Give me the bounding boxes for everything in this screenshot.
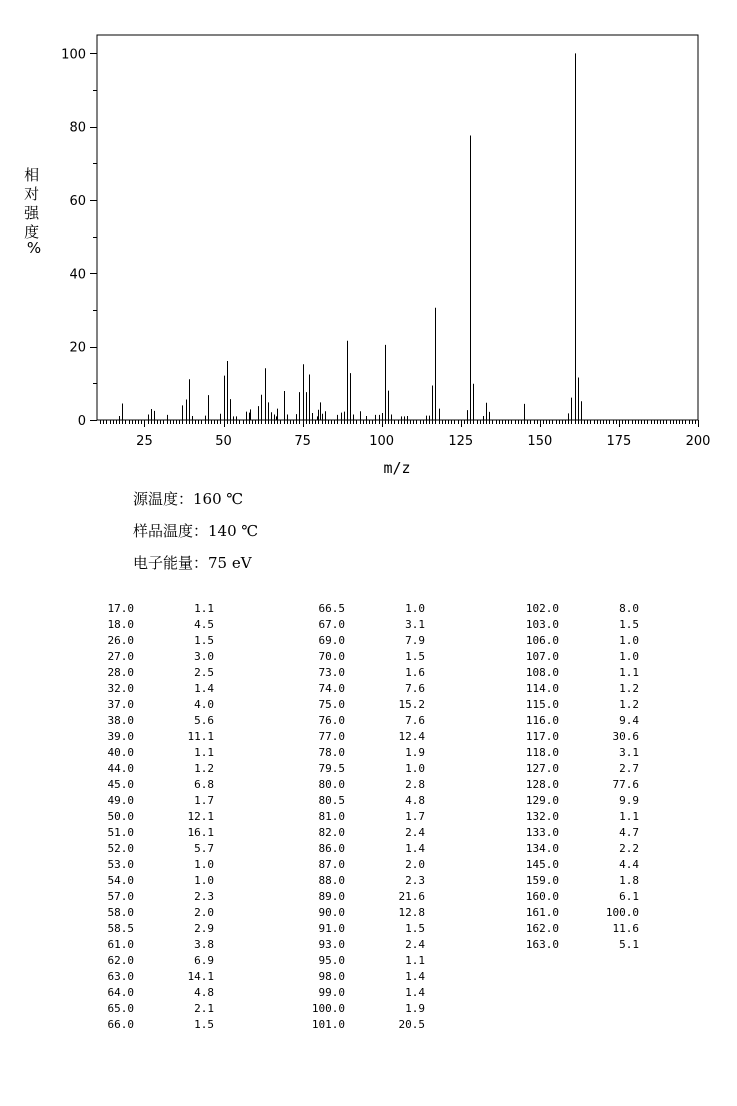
- peak-abundance: 1.9: [405, 746, 425, 759]
- peak-row: [95, 873, 225, 889]
- y-tick-label: 0: [77, 414, 86, 429]
- peak-row: [520, 889, 650, 905]
- x-tick-label: 50: [215, 434, 232, 449]
- peak-row: [306, 649, 436, 665]
- peak-row: [306, 761, 436, 777]
- peak-row: [520, 681, 650, 697]
- peak-mz: 62.0: [107, 954, 134, 967]
- peak-mz: 114.0: [525, 682, 559, 695]
- y-axis-label-char: %: [26, 239, 42, 257]
- peak-abundance: 1.0: [619, 650, 639, 663]
- peak-row: [520, 633, 650, 649]
- peak-mz: 67.0: [318, 618, 345, 631]
- spectrum-bars: [120, 53, 582, 420]
- peak-row: [95, 937, 225, 953]
- peak-mz: 82.0: [318, 826, 345, 839]
- peak-abundance: 5.7: [194, 842, 214, 855]
- peak-table-column-3: [520, 601, 650, 953]
- peak-row: [520, 793, 650, 809]
- peak-mz: 91.0: [318, 922, 345, 935]
- x-tick-label: 175: [606, 434, 632, 449]
- peak-mz: 79.5: [318, 762, 345, 775]
- peak-row: [306, 889, 436, 905]
- peak-row: [95, 841, 225, 857]
- peak-row: [95, 745, 225, 761]
- peak-abundance: 14.1: [187, 970, 214, 983]
- peak-row: [95, 857, 225, 873]
- peak-mz: 108.0: [525, 666, 559, 679]
- y-axis-label-char: 度: [24, 223, 40, 241]
- peak-mz: 80.0: [318, 778, 345, 791]
- peak-abundance: 1.2: [619, 682, 639, 695]
- peak-abundance: 1.7: [405, 810, 425, 823]
- peak-row: [520, 601, 650, 617]
- peak-row: [95, 1017, 225, 1033]
- peak-abundance: 2.5: [194, 666, 214, 679]
- peak-abundance: 1.5: [405, 650, 425, 663]
- peak-row: [95, 665, 225, 681]
- sample-temperature: 样品温度：140 ℃: [133, 522, 259, 540]
- peak-mz: 74.0: [318, 682, 345, 695]
- peak-row: [306, 601, 436, 617]
- peak-row: [306, 729, 436, 745]
- peak-mz: 89.0: [318, 890, 345, 903]
- peak-row: [306, 633, 436, 649]
- peak-abundance: 6.1: [619, 890, 639, 903]
- peak-mz: 61.0: [107, 938, 134, 951]
- peak-row: [95, 617, 225, 633]
- peak-abundance: 1.1: [619, 666, 639, 679]
- peak-mz: 50.0: [107, 810, 134, 823]
- peak-mz: 160.0: [525, 890, 559, 903]
- peak-row: [520, 761, 650, 777]
- peak-mz: 81.0: [318, 810, 345, 823]
- peak-mz: 37.0: [107, 698, 134, 711]
- peak-abundance: 1.4: [405, 842, 425, 855]
- peak-abundance: 12.1: [187, 810, 214, 823]
- peak-row: [306, 777, 436, 793]
- peak-row: [306, 905, 436, 921]
- peak-abundance: 3.8: [194, 938, 214, 951]
- peak-abundance: 6.8: [194, 778, 214, 791]
- peak-abundance: 12.4: [398, 730, 425, 743]
- peak-abundance: 5.1: [619, 938, 639, 951]
- peak-mz: 57.0: [107, 890, 134, 903]
- peak-abundance: 1.0: [194, 874, 214, 887]
- x-axis-label: m/z: [383, 459, 411, 477]
- peak-mz: 64.0: [107, 986, 134, 999]
- peak-mz: 101.0: [311, 1018, 345, 1031]
- y-axis-label: [24, 166, 44, 257]
- peak-abundance: 2.9: [194, 922, 214, 935]
- peak-abundance: 2.7: [619, 762, 639, 775]
- x-tick-label: 100: [369, 434, 395, 449]
- plot-frame: [97, 35, 698, 420]
- peak-abundance: 4.8: [194, 986, 214, 999]
- peak-mz: 44.0: [107, 762, 134, 775]
- x-tick-label: 75: [294, 434, 311, 449]
- peak-abundance: 2.4: [405, 938, 425, 951]
- peak-abundance: 9.9: [619, 794, 639, 807]
- peak-abundance: 30.6: [612, 730, 639, 743]
- peak-abundance: 7.6: [405, 682, 425, 695]
- peak-mz: 117.0: [525, 730, 559, 743]
- peak-abundance: 1.8: [619, 874, 639, 887]
- peak-row: [520, 809, 650, 825]
- peak-mz: 66.5: [318, 602, 345, 615]
- peak-mz: 128.0: [525, 778, 559, 791]
- peak-row: [520, 905, 650, 921]
- peak-abundance: 1.4: [405, 986, 425, 999]
- x-tick-label: 125: [448, 434, 474, 449]
- peak-table-column-1: [95, 601, 225, 1033]
- peak-mz: 95.0: [318, 954, 345, 967]
- peak-mz: 18.0: [107, 618, 134, 631]
- peak-abundance: 1.5: [194, 1018, 214, 1031]
- peak-mz: 58.0: [107, 906, 134, 919]
- peak-row: [520, 841, 650, 857]
- peak-abundance: 3.0: [194, 650, 214, 663]
- peak-mz: 76.0: [318, 714, 345, 727]
- peak-abundance: 2.0: [194, 906, 214, 919]
- peak-row: [520, 713, 650, 729]
- peak-row: [306, 1017, 436, 1033]
- peak-row: [306, 921, 436, 937]
- peak-mz: 129.0: [525, 794, 559, 807]
- x-tick-label: 150: [527, 434, 553, 449]
- peak-mz: 86.0: [318, 842, 345, 855]
- peak-abundance: 12.8: [398, 906, 425, 919]
- peak-mz: 145.0: [525, 858, 559, 871]
- peak-mz: 100.0: [311, 1002, 345, 1015]
- peak-abundance: 2.3: [405, 874, 425, 887]
- peak-abundance: 1.1: [194, 746, 214, 759]
- peak-row: [306, 713, 436, 729]
- peak-row: [95, 697, 225, 713]
- y-axis-label-char: 强: [24, 204, 40, 222]
- peak-mz: 161.0: [525, 906, 559, 919]
- peak-row: [520, 649, 650, 665]
- y-axis-label-char: 相: [24, 166, 40, 184]
- peak-mz: 106.0: [525, 634, 559, 647]
- peak-abundance: 4.7: [619, 826, 639, 839]
- peak-mz: 118.0: [525, 746, 559, 759]
- peak-mz: 133.0: [525, 826, 559, 839]
- peak-mz: 52.0: [107, 842, 134, 855]
- y-tick-label: 60: [69, 194, 86, 209]
- peak-abundance: 3.1: [619, 746, 639, 759]
- peak-row: [95, 729, 225, 745]
- peak-row: [95, 985, 225, 1001]
- x-tick-label: 25: [136, 434, 153, 449]
- peak-row: [95, 649, 225, 665]
- peak-mz: 54.0: [107, 874, 134, 887]
- peak-mz: 116.0: [525, 714, 559, 727]
- peak-mz: 28.0: [107, 666, 134, 679]
- peak-abundance: 1.0: [194, 858, 214, 871]
- mass-spectrum-chart: [0, 0, 737, 490]
- peak-mz: 40.0: [107, 746, 134, 759]
- peak-abundance: 6.9: [194, 954, 214, 967]
- peak-row: [306, 793, 436, 809]
- peak-row: [95, 601, 225, 617]
- peak-mz: 115.0: [525, 698, 559, 711]
- peak-row: [306, 665, 436, 681]
- peak-row: [520, 921, 650, 937]
- peak-abundance: 1.2: [194, 762, 214, 775]
- peak-row: [95, 681, 225, 697]
- y-axis: [61, 47, 97, 429]
- peak-mz: 58.5: [107, 922, 134, 935]
- peak-row: [520, 825, 650, 841]
- peak-abundance: 4.8: [405, 794, 425, 807]
- peak-mz: 26.0: [107, 634, 134, 647]
- peak-abundance: 9.4: [619, 714, 639, 727]
- peak-mz: 32.0: [107, 682, 134, 695]
- peak-row: [520, 857, 650, 873]
- peak-abundance: 77.6: [612, 778, 639, 791]
- peak-row: [95, 921, 225, 937]
- peak-row: [306, 953, 436, 969]
- peak-mz: 134.0: [525, 842, 559, 855]
- peak-abundance: 8.0: [619, 602, 639, 615]
- peak-mz: 88.0: [318, 874, 345, 887]
- peak-mz: 127.0: [525, 762, 559, 775]
- peak-row: [306, 617, 436, 633]
- y-axis-label-char: 对: [24, 185, 40, 203]
- peak-abundance: 1.5: [405, 922, 425, 935]
- peak-abundance: 15.2: [398, 698, 425, 711]
- peak-row: [520, 617, 650, 633]
- peak-row: [306, 681, 436, 697]
- peak-row: [306, 809, 436, 825]
- peak-row: [95, 713, 225, 729]
- peak-abundance: 2.2: [619, 842, 639, 855]
- peak-abundance: 1.4: [194, 682, 214, 695]
- peak-row: [306, 1001, 436, 1017]
- peak-abundance: 20.5: [398, 1018, 425, 1031]
- peak-mz: 73.0: [318, 666, 345, 679]
- peak-row: [95, 953, 225, 969]
- peak-row: [95, 889, 225, 905]
- peak-mz: 98.0: [318, 970, 345, 983]
- peak-mz: 77.0: [318, 730, 345, 743]
- peak-abundance: 21.6: [398, 890, 425, 903]
- peak-abundance: 1.7: [194, 794, 214, 807]
- y-tick-label: 40: [69, 267, 86, 283]
- peak-row: [306, 937, 436, 953]
- peak-row: [306, 985, 436, 1001]
- peak-abundance: 3.1: [405, 618, 425, 631]
- x-axis: [101, 420, 711, 449]
- peak-table-column-2: [306, 601, 436, 1033]
- peak-abundance: 2.1: [194, 1002, 214, 1015]
- peak-abundance: 5.6: [194, 714, 214, 727]
- peak-abundance: 4.0: [194, 698, 214, 711]
- peak-mz: 162.0: [525, 922, 559, 935]
- peak-mz: 51.0: [107, 826, 134, 839]
- peak-abundance: 11.1: [187, 730, 214, 743]
- peak-row: [520, 777, 650, 793]
- peak-abundance: 1.5: [194, 634, 214, 647]
- peak-row: [520, 745, 650, 761]
- peak-abundance: 1.1: [194, 602, 214, 615]
- peak-mz: 69.0: [318, 634, 345, 647]
- peak-abundance: 1.6: [405, 666, 425, 679]
- peak-row: [95, 777, 225, 793]
- peak-mz: 45.0: [107, 778, 134, 791]
- peak-abundance: 1.5: [619, 618, 639, 631]
- peak-row: [520, 873, 650, 889]
- peak-abundance: 2.0: [405, 858, 425, 871]
- peak-mz: 39.0: [107, 730, 134, 743]
- peak-mz: 99.0: [318, 986, 345, 999]
- peak-row: [95, 969, 225, 985]
- peak-mz: 93.0: [318, 938, 345, 951]
- peak-row: [95, 1001, 225, 1017]
- peak-abundance: 4.4: [619, 858, 639, 871]
- peak-abundance: 1.0: [405, 762, 425, 775]
- peak-row: [520, 729, 650, 745]
- peak-mz: 65.0: [107, 1002, 134, 1015]
- x-tick-label: 200: [685, 434, 711, 449]
- peak-abundance: 1.0: [405, 602, 425, 615]
- peak-row: [306, 857, 436, 873]
- peak-mz: 63.0: [107, 970, 134, 983]
- peak-abundance: 2.8: [405, 778, 425, 791]
- peak-row: [306, 873, 436, 889]
- peak-mz: 66.0: [107, 1018, 134, 1031]
- peak-abundance: 16.1: [187, 826, 214, 839]
- peak-mz: 102.0: [525, 602, 559, 615]
- y-tick-label: 20: [69, 340, 86, 356]
- peak-abundance: 1.1: [405, 954, 425, 967]
- peak-row: [306, 969, 436, 985]
- peak-mz: 49.0: [107, 794, 134, 807]
- peak-mz: 132.0: [525, 810, 559, 823]
- peak-mz: 107.0: [525, 650, 559, 663]
- peak-abundance: 100.0: [605, 906, 639, 919]
- peak-row: [306, 697, 436, 713]
- peak-mz: 17.0: [107, 602, 134, 615]
- peak-mz: 38.0: [107, 714, 134, 727]
- peak-row: [95, 793, 225, 809]
- peak-abundance: 1.1: [619, 810, 639, 823]
- peak-row: [95, 633, 225, 649]
- peak-mz: 163.0: [525, 938, 559, 951]
- source-temperature: 源温度：160 ℃: [133, 490, 244, 508]
- peak-mz: 70.0: [318, 650, 345, 663]
- peak-mz: 78.0: [318, 746, 345, 759]
- peak-row: [95, 905, 225, 921]
- peak-row: [95, 809, 225, 825]
- peak-mz: 53.0: [107, 858, 134, 871]
- peak-row: [520, 697, 650, 713]
- y-tick-label: 100: [61, 47, 86, 63]
- peak-abundance: 1.4: [405, 970, 425, 983]
- peak-mz: 103.0: [525, 618, 559, 631]
- peak-mz: 87.0: [318, 858, 345, 871]
- peak-row: [306, 841, 436, 857]
- peak-mz: 90.0: [318, 906, 345, 919]
- peak-mz: 159.0: [525, 874, 559, 887]
- peak-abundance: 1.2: [619, 698, 639, 711]
- peak-row: [95, 761, 225, 777]
- peak-abundance: 2.3: [194, 890, 214, 903]
- peak-abundance: 2.4: [405, 826, 425, 839]
- peak-mz: 75.0: [318, 698, 345, 711]
- peak-abundance: 4.5: [194, 618, 214, 631]
- peak-row: [95, 825, 225, 841]
- peak-mz: 27.0: [107, 650, 134, 663]
- peak-abundance: 1.0: [619, 634, 639, 647]
- y-tick-label: 80: [69, 120, 86, 136]
- peak-abundance: 7.9: [405, 634, 425, 647]
- peak-row: [306, 745, 436, 761]
- peak-row: [520, 937, 650, 953]
- electron-energy: 电子能量：75 eV: [133, 554, 252, 572]
- peak-abundance: 7.6: [405, 714, 425, 727]
- peak-row: [306, 825, 436, 841]
- peak-row: [520, 665, 650, 681]
- peak-abundance: 11.6: [612, 922, 639, 935]
- peak-abundance: 1.9: [405, 1002, 425, 1015]
- peak-mz: 80.5: [318, 794, 345, 807]
